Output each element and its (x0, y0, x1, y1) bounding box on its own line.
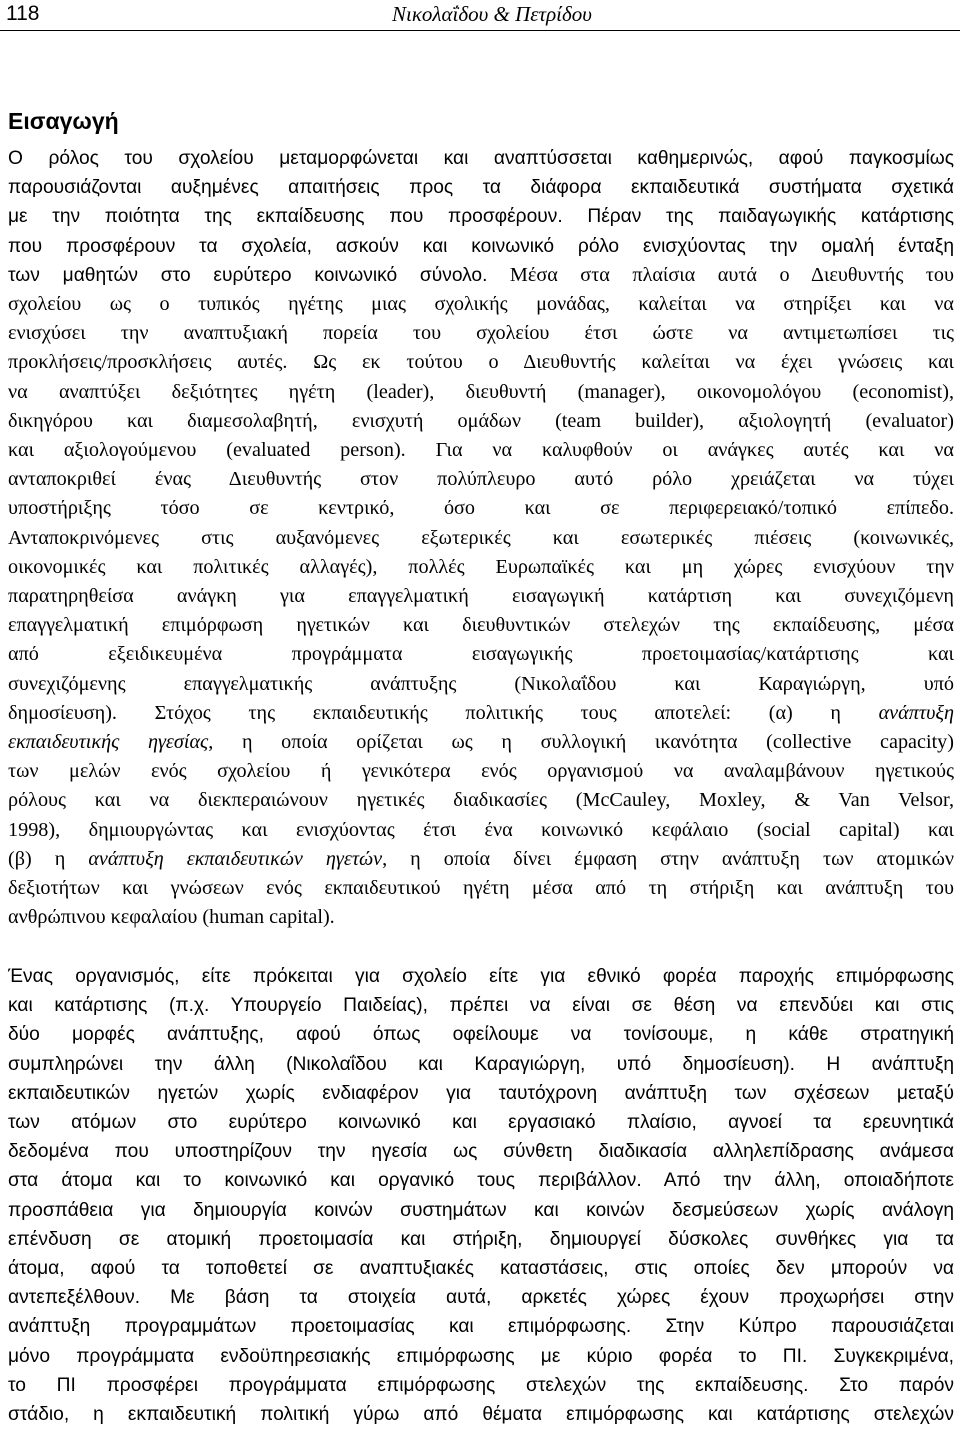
text-line: δικηγόρου και διαμεσολαβητή, ενισχυτή ομάδων (team builder), αξιολογητή (evaluator) (8, 409, 954, 432)
body-paragraph-1 (8, 144, 954, 932)
text-line (8, 845, 954, 874)
text-line (8, 699, 954, 728)
italic-term: ανάπτυξη (878, 701, 954, 724)
text-line (8, 261, 954, 290)
running-head: Νικολαΐδου & Πετρίδου (392, 2, 592, 26)
text-line: υποστήριξης τόσο σε κεντρικό, όσο και σε περιφερειακό/τοπικό επίπεδο. (8, 497, 954, 520)
text-line: ανάπτυξη προγραμμάτων προετοιμασίας και επιμόρφωσης. Στην Κύπρο παρουσιάζεται (8, 1316, 954, 1338)
text-line: δεξιοτήτων και γνώσεων ενός εκπαιδευτικού ηγέτη μέσα από τη στήριξη και ανάπτυξη του (8, 877, 954, 900)
text-line: Ο ρόλος του σχολείου μεταμορφώνεται και αναπτύσσεται καθημερινώς, αφού παγκοσμίως (8, 148, 954, 169)
page-number: 118 (6, 2, 40, 25)
italic-term: ανάπτυξη εκπαιδευτικών ηγετών (88, 847, 383, 870)
text-line: 1998), δημιουργώντας και ενισχύοντας έτσι ένα κοινωνικό κεφάλαιο (social capital) και (8, 818, 954, 841)
text-line: συμπληρώνει την άλλη (Νικολαΐδου και Καραγιώργη, υπό δημοσίευση). Η ανάπτυξη (8, 1053, 954, 1075)
text-line: στάδιο, η εκπαιδευτική πολιτική γύρω από θέματα επιμόρφωσης και κατάρτισης στελεχών (8, 1404, 954, 1426)
body-paragraph-2 (8, 962, 954, 1429)
text-line: με την ποιότητα της εκπαίδευσης που προσφέρουν. Πέραν της παιδαγωγικής κατάρτισης (8, 206, 954, 228)
text-line: ενισχύσει την αναπτυξιακή πορεία του σχολείου έτσι ώστε να αντιμετωπίσει τις (8, 322, 954, 345)
section-heading: Εισαγωγή (8, 108, 119, 134)
text-line: δύο μορφές ανάπτυξης, αφού όπως οφείλουμε να τονίσουμε, η κάθε στρατηγική (8, 1024, 954, 1046)
text-line: προσπάθεια για δημιουργία κοινών συστημάτων και κοινών δεσμεύσεων χωρίς ανάλογη (8, 1199, 954, 1221)
text-line: επαγγελματική επιμόρφωση ηγετικών και διευθυντικών στελεχών της εκπαίδευσης, μέσα (8, 614, 954, 637)
text-run: Μέσα στα πλαίσια αυτά ο Διευθυντής του (487, 263, 955, 286)
text-line: δεδομένα που υποστηρίζουν την ηγεσία ως σύνθετη διαδικασία αλληλεπίδρασης ανάμεσα (8, 1141, 954, 1163)
text-line: Ανταποκρινόμενες στις αυξανόμενες εξωτερικές και εσωτερικές πιέσεις (κοινωνικές, (8, 526, 954, 549)
text-line: μόνο προγράμματα ενδοϋπηρεσιακής επιμόρφωσης με κύριο φορέα το ΠΙ. Συγκεκριμένα, (8, 1345, 954, 1367)
text-run: δημοσίευση). Στόχος της εκπαιδευτικής πολιτικής τους αποτελεί: (α) η (8, 701, 879, 724)
text-line: συνεχιζόμενης επαγγελματικής ανάπτυξης (Νικολαΐδου και Καραγιώργη, υπό (8, 672, 954, 695)
text-line: σχολείου ως ο τυπικός ηγέτης μιας σχολικής μονάδας, καλείται να στηρίξει και να (8, 293, 954, 316)
text-line: των μελών ενός σχολείου ή γενικότερα ενός οργανισμού να αναλαμβάνουν ηγετικούς (8, 760, 954, 783)
text-line: προκλήσεις/προσκλήσεις αυτές. Ως εκ τούτου ο Διευθυντής καλείται να έχει γνώσεις και (8, 351, 954, 374)
text-line: το ΠΙ προσφέρει προγράμματα επιμόρφωσης στελεχών της εκπαίδευσης. Στο παρόν (8, 1374, 954, 1396)
text-line: ρόλους και να διεκπεραιώνουν ηγετικές διαδικασίες (McCauley, Moxley, & Van Velsor, (8, 789, 954, 812)
italic-term: εκπαιδευτικής ηγεσίας (8, 731, 209, 754)
text-line: από εξειδικευμένα προγράμματα εισαγωγικής προετοιμασίας/κατάρτισης και (8, 643, 954, 666)
text-run: , η οποία δίνει έμφαση στην ανάπτυξη των ατομικών (382, 847, 954, 870)
text-line: παρατηρηθείσα ανάγκη για επαγγελματική εισαγωγική κατάρτιση και συνεχιζόμενη (8, 585, 954, 608)
page-header (0, 0, 960, 31)
text-run: των μαθητών στο ευρύτερο κοινωνικό σύνολο. (8, 264, 488, 286)
text-line: των ατόμων στο ευρύτερο κοινωνικό και εργασιακό πλαίσιο, αγνοεί τα ερευνητικά (8, 1112, 954, 1134)
text-line: να αναπτύξει δεξιότητες ηγέτη (leader), διευθυντή (manager), οικονομολόγου (economist), (8, 380, 954, 403)
text-line: και αξιολογούμενου (evaluated person). Για να καλυφθούν οι ανάγκες αυτές και να (8, 439, 954, 462)
text-line: παρουσιάζονται αυξημένες απαιτήσεις προς τα διάφορα εκπαιδευτικά συστήματα σχετικά (8, 177, 954, 199)
text-line: επένδυση σε ατομική προετοιμασία και στήριξη, δημιουργεί δύσκολες συνθήκες για τα (8, 1228, 954, 1250)
text-line: Ένας οργανισμός, είτε πρόκειται για σχολείο είτε για εθνικό φορέα παροχής επιμόρφωσης (8, 966, 954, 987)
text-line: που προσφέρουν τα σχολεία, ασκούν και κοινωνικό ρόλο ενισχύοντας την ομαλή ένταξη (8, 235, 954, 257)
text-line: αντεπεξέλθουν. Με βάση τα στοιχεία αυτά, αρκετές χώρες έχουν προχωρήσει στην (8, 1287, 954, 1309)
text-run: , η οποία ορίζεται ως η συλλογική ικανότητα (collective capacity) (208, 731, 954, 754)
text-line: και κατάρτισης (π.χ. Υπουργείο Παιδείας), πρέπει να είναι σε θέση να επενδύει και στις (8, 995, 954, 1017)
text-line: άτομα, αφού τα τοποθετεί σε αναπτυξιακές καταστάσεις, στις οποίες δεν μπορούν να (8, 1258, 954, 1280)
text-line: εκπαιδευτικών ηγετών χωρίς ενδιαφέρον για ταυτόχρονη ανάπτυξη των σχέσεων μεταξύ (8, 1082, 954, 1104)
text-line: οικονομικές και πολιτικές αλλαγές), πολλές Ευρωπαϊκές και μη χώρες ενισχύουν την (8, 555, 954, 578)
text-line: ανθρώπινου κεφαλαίου (human capital). (8, 906, 335, 929)
text-line: στα άτομα και το κοινωνικό και οργανικό τους περιβάλλον. Από την άλλη, οποιαδήποτε (8, 1170, 954, 1192)
text-line: ανταποκριθεί ένας Διευθυντής στον πολύπλευρο αυτό ρόλο χρειάζεται να τύχει (8, 468, 954, 491)
text-run: (β) η (8, 847, 89, 870)
text-line (8, 728, 954, 757)
